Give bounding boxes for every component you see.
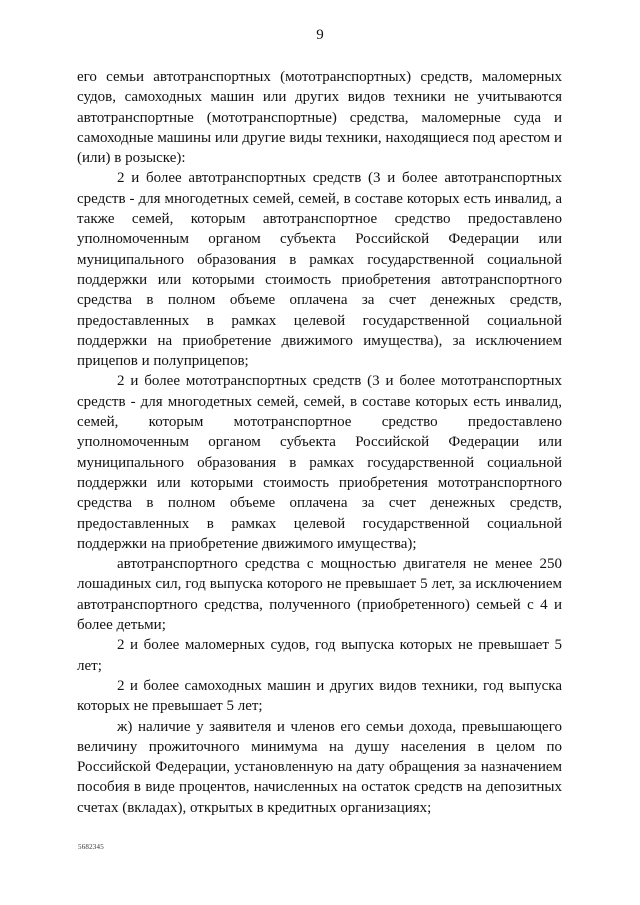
paragraph-self-propelled-machines: 2 и более самоходных машин и других видов техники, год выпуска которых не превышает 5 лет; [77, 677, 562, 715]
paragraph-small-vessels: 2 и более маломерных судов, год выпуска которых не превышает 5 лет; [77, 637, 562, 674]
paragraph-item-zh-deposit-income: ж) наличие у заявителя и членов его семьи дохода, превышающего величину прожиточного минимума на душу населения в целом по Российской Федерации, установленную на дату обращения за назначением пособия в виде процентов, начисленных на остаток средств на депозитных счетах (вкладах), открытых в кредитных организациях; [77, 718, 562, 816]
document-body [77, 67, 562, 818]
page-number: 9 [316, 27, 324, 43]
document-code: 5682345 [78, 843, 104, 851]
paragraph-continuation: его семьи автотранспортных (мототранспортных) средств, маломерных судов, самоходных машин или других видов техники не учитываются автотранспортные (мототранспортные) средства, маломерные суда и самоходные машины или другие виды техники, находящиеся под арестом и (или) в розыске): [77, 69, 562, 167]
paragraph-engine-power: автотранспортного средства с мощностью двигателя не менее 250 лошадиных сил, год выпуска которого не превышает 5 лет, за исключением автотранспортного средства, полученного (приобретенного) семьей с 4 и более детьми; [77, 556, 562, 634]
paragraph-auto-vehicles: 2 и более автотранспортных средств (3 и более автотранспортных средств - для многодетных семей, семей, в составе которых есть инвалид, а также семей, которым автотранспортное средство предоставлено уполномоченным органом субъекта Российской Федерации или муниципального образования в рамках государственной социальной поддержки или которыми стоимость приобретения автотранспортного средства в полном объеме оплачена за счет денежных средств, предоставленных в рамках целевой государственной социальной поддержки на приобретение движимого имущества), за исключением прицепов и полуприцепов; [77, 170, 562, 370]
paragraph-moto-vehicles: 2 и более мототранспортных средств (3 и более мототранспортных средств - для многодетных семей, семей, в составе которых есть инвалид, семей, которым мототранспортное средство предоставлено уполномоченным органом субъекта Российской Федерации или муниципального образования в рамках государственной социальной поддержки или которыми стоимость приобретения мототранспортного средства в полном объеме оплачена за счет денежных средств, предоставленных в рамках целевой государственной социальной поддержки на приобретение движимого имущества); [77, 373, 562, 552]
